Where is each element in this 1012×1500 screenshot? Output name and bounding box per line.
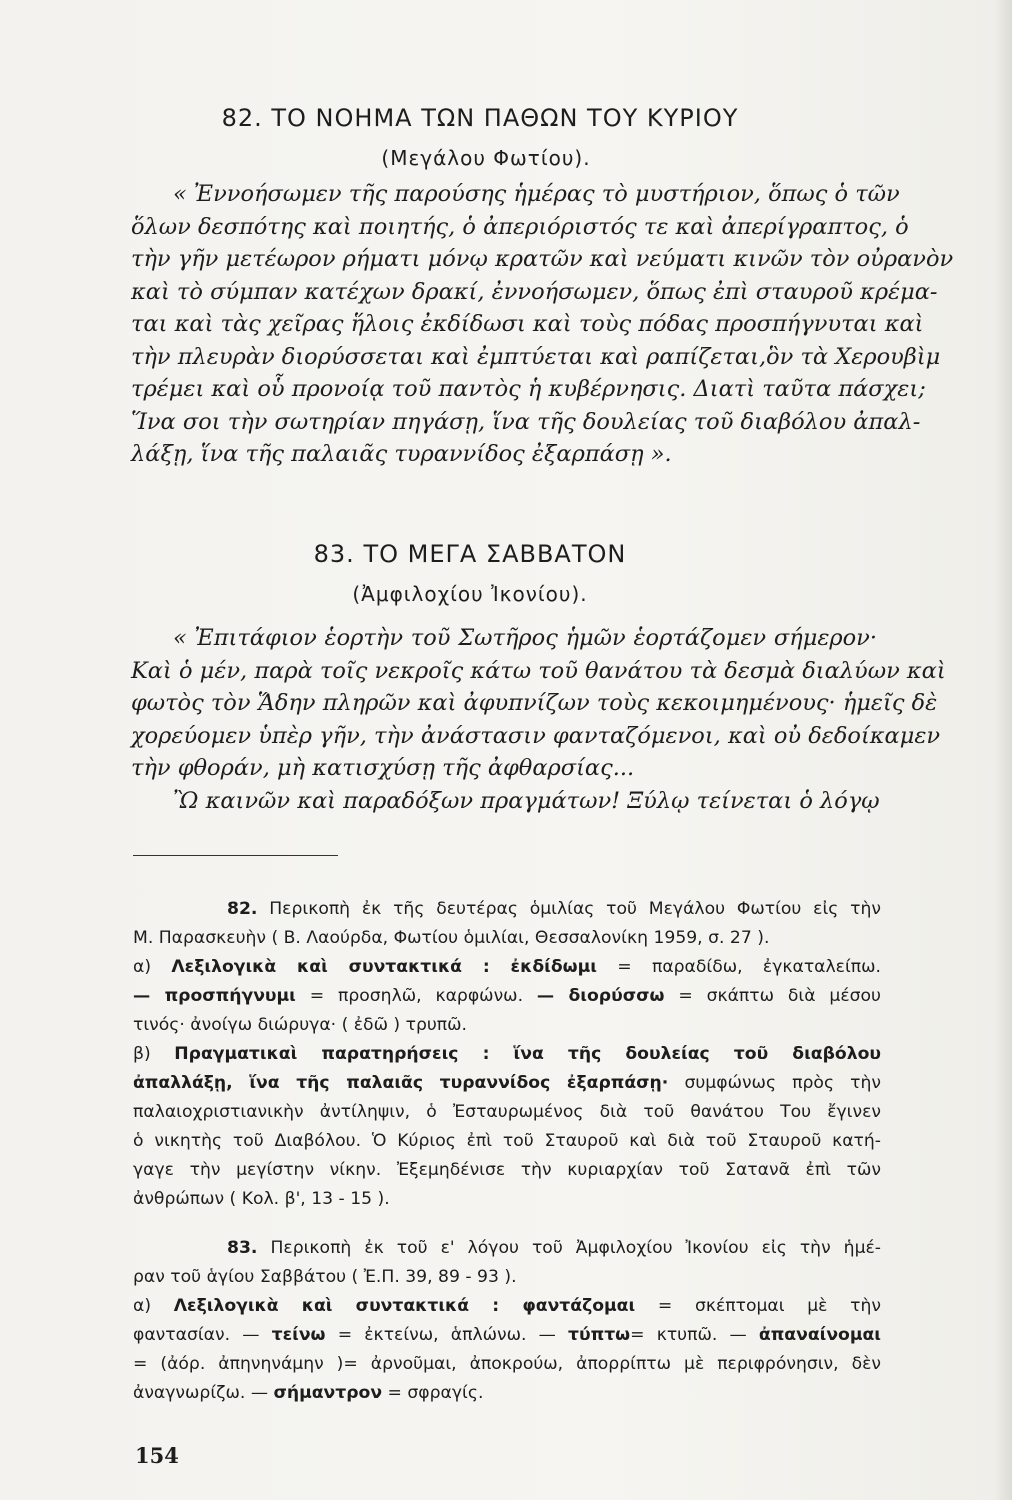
footnote-text: = προσηλῶ, καρφώνω. bbox=[309, 986, 524, 1006]
page-edge-shadow bbox=[994, 0, 1012, 1500]
footnote-text: = ἐκτείνω, ἁπλώνω. — bbox=[337, 1325, 556, 1345]
sub-heading: Λεξιλογικὰ καὶ συντακτικά : φαντάζομαι bbox=[173, 1296, 636, 1316]
footnote-text: ἀναγνωρίζω. — bbox=[133, 1383, 269, 1403]
quote-line: « Ἐπιτάφιον ἑορτὴν τοῦ Σωτῆρος ἡμῶν ἑορτάζομεν σήμερον· bbox=[173, 625, 877, 651]
term: — διορύσσω bbox=[536, 986, 665, 1006]
sub-label: α) bbox=[133, 1296, 152, 1316]
section-82-quote bbox=[131, 178, 954, 471]
footnote-divider bbox=[133, 855, 338, 856]
footnote-text: γαγε τὴν μεγίστην νίκην. Ἐξεμηδένισε τὴν κυριαρχίαν τοῦ Σατανᾶ ἐπὶ τῶν bbox=[133, 1160, 881, 1180]
quote-line: χορεύομεν ὑπὲρ γῆν, τὴν ἀνάστασιν φανταζόμενοι, καὶ οὐ δεδοίκαμεν bbox=[131, 722, 941, 749]
footnote-text: ραν τοῦ ἁγίου Σαββάτου ( Ἐ.Π. 39, 89 - 93 ). bbox=[133, 1267, 517, 1287]
term: — προσπήγνυμι bbox=[133, 986, 296, 1006]
footnote-text: παλαιοχριστιανικὴν ἀντίληψιν, ὁ Ἐσταυρωμένος διὰ τοῦ θανάτου Του ἔγινεν bbox=[133, 1102, 881, 1122]
footnote-text: Μ. Παρασκευὴν ( Β. Λαούρδα, Φωτίου ὁμιλίαι, Θεσσαλονίκη 1959, σ. 27 ). bbox=[133, 928, 770, 948]
term: σήμαντρον bbox=[273, 1383, 383, 1403]
section-82-author: (Μεγάλου Φωτίου). bbox=[381, 146, 591, 170]
footnote-text: = κτυπῶ. — bbox=[630, 1325, 747, 1345]
section-82-title: 82. ΤΟ ΝΟΗΜΑ ΤΩΝ ΠΑΘΩΝ ΤΟΥ ΚΥΡΙΟΥ bbox=[221, 104, 739, 132]
footnote-text: φαντασίαν. — bbox=[133, 1325, 260, 1345]
section-83-author: (Ἀμφιλοχίου Ἰκονίου). bbox=[352, 582, 588, 606]
term: ἀπαλλάξῃ, ἵνα τῆς παλαιᾶς τυραννίδος ἐξαρπάσῃ· bbox=[133, 1073, 669, 1093]
sub-heading: Πραγματικαὶ παρατηρήσεις : ἵνα τῆς δουλείας τοῦ διαβόλου bbox=[174, 1044, 881, 1064]
quote-line: τὴν πλευρὰν διορύσσεται καὶ ἐμπτύεται καὶ ραπίζεται,ὃν τὰ Χερουβὶμ bbox=[131, 343, 941, 370]
quote-line: « Ἐννοήσωμεν τῆς παρούσης ἡμέρας τὸ μυστήριον, ὅπως ὁ τῶν bbox=[173, 181, 900, 207]
footnote-text: Περικοπὴ ἐκ τοῦ ε' λόγου τοῦ Ἀμφιλοχίου Ἰκονίου εἰς τὴν ἡμέ- bbox=[270, 1238, 882, 1258]
footnote-text: τινός· ἀνοίγω διώρυγα· ( ἐδῶ ) τρυπῶ. bbox=[133, 1015, 467, 1035]
footnote-text: Περικοπὴ ἐκ τῆς δευτέρας ὁμιλίας τοῦ Μεγάλου Φωτίου εἰς τὴν bbox=[269, 899, 881, 919]
footnote-number: 83. bbox=[227, 1238, 258, 1258]
sub-heading: Λεξιλογικὰ καὶ συντακτικά : ἐκδίδωμι bbox=[171, 957, 597, 977]
footnote-text: = σφραγίς. bbox=[387, 1383, 484, 1403]
footnote-text: ἀνθρώπων ( Κολ. β', 13 - 15 ). bbox=[133, 1189, 390, 1209]
quote-line: ται καὶ τὰς χεῖρας ἥλοις ἐκδίδωσι καὶ τοὺς πόδας προσπήγνυται καὶ bbox=[131, 311, 924, 337]
footnote-text: συμφώνως πρὸς τὴν bbox=[684, 1073, 881, 1093]
footnote-text: ὁ νικητὴς τοῦ Διαβόλου. Ὁ Κύριος ἐπὶ τοῦ Σταυροῦ καὶ διὰ τοῦ Σταυροῦ κατή- bbox=[133, 1131, 881, 1151]
footnote-text: = σκάπτω διὰ μέσου bbox=[678, 986, 881, 1006]
quote-line: Ὢ καινῶν καὶ παραδόξων πραγμάτων! Ξύλῳ τείνεται ὁ λόγῳ bbox=[173, 787, 880, 814]
footnote-text: = (ἀόρ. ἀπηνηνάμην )= ἀρνοῦμαι, ἀποκρούω, ἀπορρίπτω μὲ περιφρόνησιν, δὲν bbox=[133, 1354, 881, 1374]
section-83-quote bbox=[131, 622, 946, 817]
section-83-title: 83. ΤΟ ΜΕΓΑ ΣΑΒΒΑΤΟΝ bbox=[313, 540, 627, 568]
footnote-number: 82. bbox=[227, 899, 258, 919]
sub-label: β) bbox=[133, 1044, 151, 1064]
footnote-83 bbox=[133, 1234, 881, 1408]
term: τείνω bbox=[271, 1325, 326, 1345]
quote-line: τὴν γῆν μετέωρον ρήματι μόνῳ κρατῶν καὶ νεύματι κινῶν τὸν οὐρανὸν bbox=[131, 246, 954, 272]
quote-line: Καὶ ὁ μέν, παρὰ τοῖς νεκροῖς κάτω τοῦ θανάτου τὰ δεσμὰ διαλύων καὶ bbox=[131, 657, 946, 684]
term: τύπτω bbox=[568, 1325, 631, 1345]
page-number: 154 bbox=[135, 1443, 179, 1468]
footnote-text: = σκέπτομαι μὲ τὴν bbox=[657, 1296, 881, 1316]
quote-line: λάξῃ, ἵνα τῆς παλαιᾶς τυραννίδος ἐξαρπάσῃ ». bbox=[131, 441, 672, 467]
footnote-text: = παραδίδω, ἐγκαταλείπω. bbox=[617, 957, 881, 977]
quote-line: Ἵνα σοι τὴν σωτηρίαν πηγάσῃ, ἵνα τῆς δουλείας τοῦ διαβόλου ἀπαλ- bbox=[131, 408, 921, 435]
quote-line: καὶ τὸ σύμπαν κατέχων δρακί, ἐννοήσωμεν, ὅπως ἐπὶ σταυροῦ κρέμα- bbox=[131, 278, 938, 305]
quote-line: ὅλων δεσπότης καὶ ποιητής, ὁ ἀπεριόριστός τε καὶ ἀπερίγραπτος, ὁ bbox=[131, 213, 909, 240]
quote-line: φωτὸς τὸν Ἅδην πληρῶν καὶ ἀφυπνίζων τοὺς κεκοιμημένους· ἡμεῖς δὲ bbox=[131, 690, 938, 716]
sub-label: α) bbox=[133, 957, 152, 977]
term: ἀπαναίνομαι bbox=[758, 1325, 881, 1345]
quote-line: τὴν φθοράν, μὴ κατισχύσῃ τῆς ἀφθαρσίας... bbox=[131, 755, 635, 781]
footnote-82 bbox=[133, 895, 881, 1214]
quote-line: τρέμει καὶ οὗ προνοίᾳ τοῦ παντὸς ἡ κυβέρνησις. Διατὶ ταῦτα πάσχει; bbox=[131, 376, 926, 402]
